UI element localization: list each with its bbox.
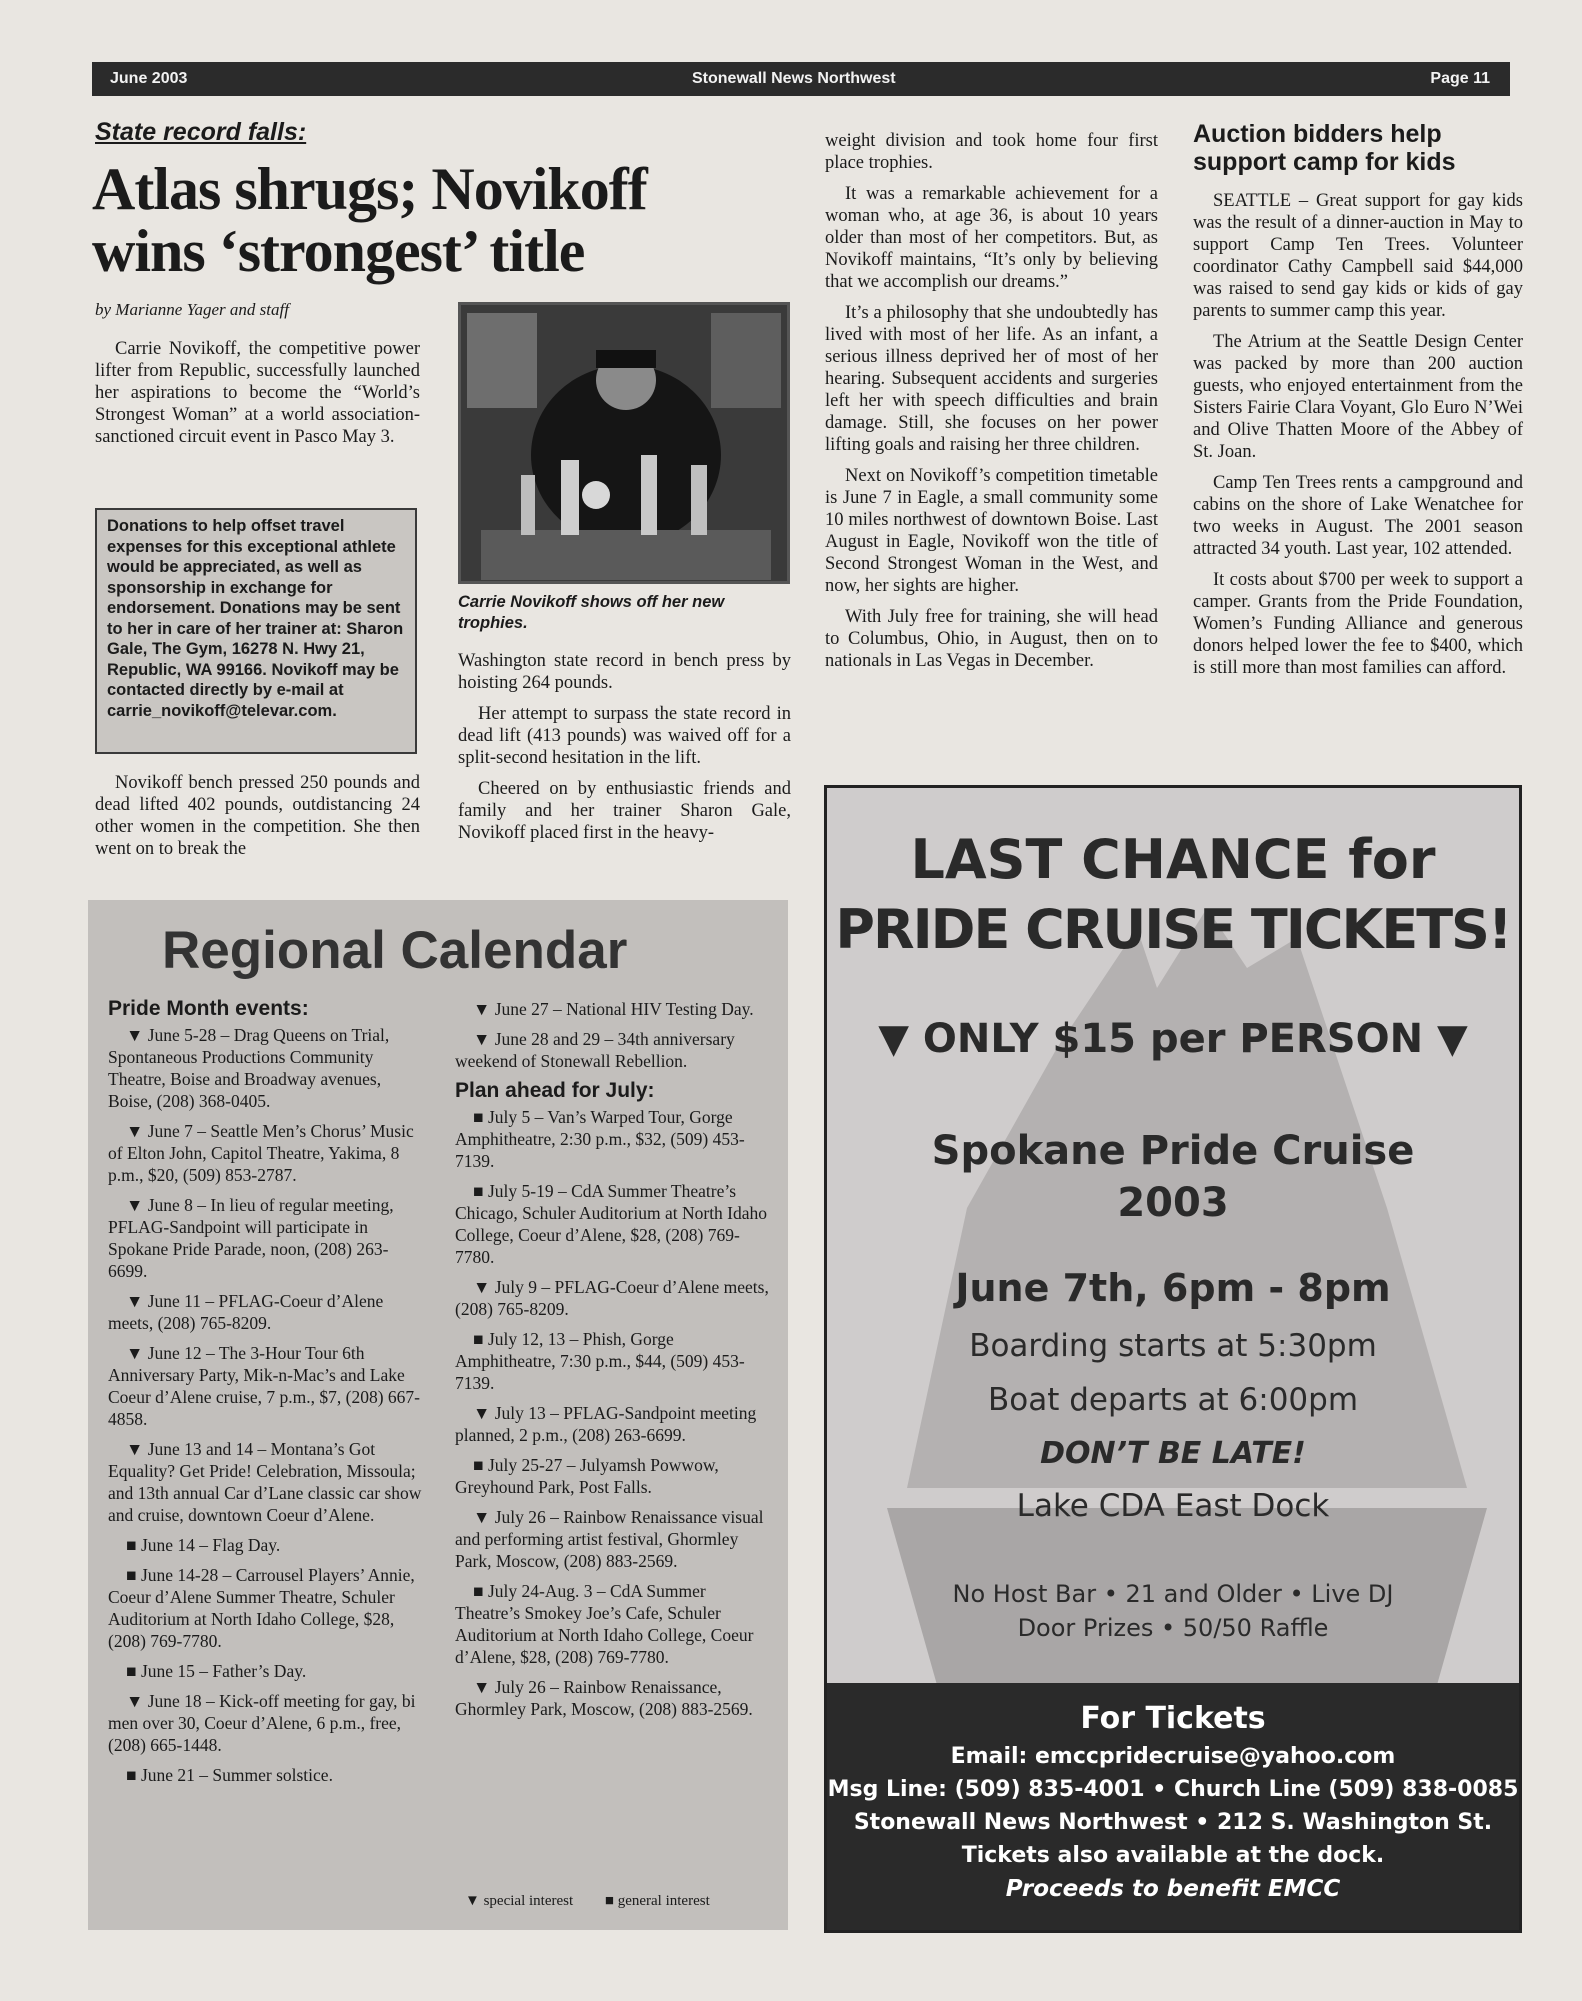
calendar-item: ▼ June 28 and 29 – 34th anniversary weekend of Stonewall Rebellion. xyxy=(455,1029,735,1071)
calendar-item: ■ June 21 – Summer solstice. xyxy=(126,1765,333,1785)
calendar-item: ■ July 24-Aug. 3 – CdA Summer Theatre’s Smokey Joe’s Cafe, Schuler Auditorium at North Idaho College, Coeur d’Alene, $28, (208) 769-7780. xyxy=(455,1581,754,1667)
tickets-email: Email: emccpridecruise@yahoo.com xyxy=(950,1744,1396,1769)
ad-line-1: LAST CHANCE for xyxy=(910,828,1436,891)
article-headline: Atlas shrugs; Novikoff wins ‘strongest’ title xyxy=(92,156,647,284)
calendar-item: ▼ June 7 – Seattle Men’s Chorus’ Music of Elton John, Capitol Theatre, Yakima, 8 p.m., $20, (509) 853-2787. xyxy=(108,1121,414,1185)
ad-date-time: June 7th, 6pm - 8pm xyxy=(955,1266,1391,1310)
paragraph: It was a remarkable achievement for a woman who, at age 36, is about 10 years older than most of her competitors. But, as Novikoff maintains, “It’s only by believing that we accomplish our dreams.” xyxy=(825,184,1158,292)
paragraph: Camp Ten Trees rents a campground and cabins on the shore of Lake Wenatchee for two weeks in August. The 2001 season attracted 34 youth. Last year, 102 attended. xyxy=(1193,473,1523,559)
ad-warning: DON’T BE LATE! xyxy=(1040,1436,1306,1471)
calendar-item: ■ July 5 – Van’s Warped Tour, Gorge Amphitheatre, 2:30 p.m., $32, (509) 453-7139. xyxy=(455,1107,745,1171)
paragraph: It’s a philosophy that she undoubtedly has lived with most of her life. As an infant, a serious illness deprived her of most of her hearing. Subsequent accidents and surgeries left her with speech difficulties and brain damage. Still, she focuses on her power lifting goals and raising her three children. xyxy=(825,303,1158,455)
calendar-item: ■ July 12, 13 – Phish, Gorge Amphitheatre, 7:30 p.m., $44, (509) 453-7139. xyxy=(455,1329,745,1393)
calendar-legend xyxy=(465,1893,710,1910)
july-heading: Plan ahead for July: xyxy=(455,1079,655,1102)
paragraph: It costs about $700 per week to support a camper. Grants from the Pride Foundation, Women’s Funding Alliance and generous donors helped lower the fee to $400, which is still more than most families can afford. xyxy=(1193,570,1523,678)
ad-body xyxy=(827,788,1519,1685)
ad-boarding: Boarding starts at 5:30pm xyxy=(969,1328,1377,1364)
calendar-item: ■ June 14 – Flag Day. xyxy=(126,1535,281,1555)
ad-event-name: Spokane Pride Cruise xyxy=(931,1128,1415,1174)
calendar-right-column xyxy=(455,998,770,1728)
article-byline: by Marianne Yager and staff xyxy=(95,300,289,319)
paragraph: Her attempt to surpass the state record in dead lift (413 pounds) was waived off for a split-second hesitation in the lift. xyxy=(458,704,791,768)
ad-line-2: PRIDE CRUISE TICKETS! xyxy=(835,898,1511,961)
ad-price: ▼ ONLY $15 per PERSON ▼ xyxy=(878,1016,1468,1062)
auction-headline: Auction bidders help support camp for kids xyxy=(1193,120,1456,176)
calendar-item: ▼ June 27 – National HIV Testing Day. xyxy=(473,999,754,1019)
calendar-item: ■ July 5-19 – CdA Summer Theatre’s Chicago, Schuler Auditorium at North Idaho College, Coeur d’Alene, $28, (208) 769-7780. xyxy=(455,1181,768,1267)
paragraph: SEATTLE – Great support for gay kids was the result of a dinner-auction in May to support Camp Ten Trees. Volunteer coordinator Cathy Campbell said $44,000 was raised to send gay kids or kids of gay parents to summer camp this year. xyxy=(1193,191,1523,321)
paragraph: Carrie Novikoff, the competitive power lifter from Republic, successfully launched her aspirations to become the “World’s Strongest Woman” at a world association-sanctioned circuit event in Pasco May 3. xyxy=(95,339,420,447)
calendar-item: ▼ June 11 – PFLAG-Coeur d’Alene meets, (208) 765-8209. xyxy=(108,1291,384,1333)
article-column-3 xyxy=(825,130,1158,681)
ad-event-year: 2003 xyxy=(1117,1180,1229,1226)
auction-article xyxy=(1193,190,1523,688)
tickets-benefit: Proceeds to benefit EMCC xyxy=(1005,1876,1341,1902)
calendar-item: ■ June 14-28 – Carrousel Players’ Annie, Coeur d’Alene Summer Theatre, Schuler Auditorium at North Idaho College, $28, (208) 769-7780. xyxy=(108,1565,415,1651)
legend-special: ▼ special interest xyxy=(465,1893,574,1909)
pride-heading: Pride Month events: xyxy=(108,997,309,1020)
ad-extras-2: Door Prizes • 50/50 Raffle xyxy=(1017,1614,1329,1642)
legend-general: ■ general interest xyxy=(604,1893,710,1909)
calendar-item: ▼ July 13 – PFLAG-Sandpoint meeting planned, 2 p.m., (208) 263-6699. xyxy=(455,1403,757,1445)
paragraph: weight division and took home four first place trophies. xyxy=(825,131,1158,173)
page-header xyxy=(92,62,1510,96)
photo-caption: Carrie Novikoff shows off her new trophies. xyxy=(458,593,725,632)
tickets-dock: Tickets also available at the dock. xyxy=(961,1843,1385,1868)
paragraph: Novikoff bench pressed 250 pounds and dead lifted 402 pounds, outdistancing 24 other women in the competition. She then went on to break the xyxy=(95,773,420,859)
ad-departs: Boat departs at 6:00pm xyxy=(987,1382,1359,1418)
tickets-heading: For Tickets xyxy=(1080,1701,1266,1736)
calendar-title: Regional Calendar xyxy=(162,921,628,980)
ad-extras-1: No Host Bar • 21 and Older • Live DJ xyxy=(952,1580,1394,1608)
article-kicker: State record falls: xyxy=(95,118,307,146)
paragraph: Cheered on by enthusiastic friends and family and her trainer Sharon Gale, Novikoff placed first in the heavy- xyxy=(458,779,791,843)
page-number: Page 11 xyxy=(1430,70,1490,87)
calendar-item: ▼ June 13 and 14 – Montana’s Got Equality? Get Pride! Celebration, Missoula; and 13th annual Car d’Lane classic car show and cruise, downtown Coeur d’Alene. xyxy=(108,1439,422,1525)
ad-location: Lake CDA East Dock xyxy=(1016,1488,1330,1524)
article-column-1 xyxy=(95,338,420,457)
calendar-item: ■ June 15 – Father’s Day. xyxy=(126,1661,307,1681)
issue-date: June 2003 xyxy=(110,70,188,87)
calendar-item: ■ July 25-27 – Julyamsh Powwow, Greyhound Park, Post Falls. xyxy=(455,1455,719,1497)
article-column-1b xyxy=(95,772,420,869)
paragraph: Washington state record in bench press by hoisting 264 pounds. xyxy=(458,651,791,693)
paragraph: The Atrium at the Seattle Design Center was packed by more than 200 auction guests, who enjoyed entertainment from the Sisters Fairie Clara Voyant, Glo Euro N’Wei and Olive Thatten Moore of the Abbey of St. Joan. xyxy=(1193,332,1523,462)
donation-box: Donations to help offset travel expenses for this exceptional athlete would be appreciated, as well as sponsorship in exchange for endorsement. Donations may be sent to her in care of her trainer at: Sharon Gale, The Gym, 16278 N. Hwy 21, Republic, WA 99166. Novikoff may be contacted directly by e-mail at carrie_novikoff@televar.com. xyxy=(95,508,417,754)
paragraph: Next on Novikoff’s competition timetable is June 7 in Eagle, a small community some 10 miles northwest of downtown Boise. Last August in Eagle, Novikoff won the title of Second Strongest Woman in the West, and now, her sights are higher. xyxy=(825,466,1158,596)
paragraph: With July free for training, she will head to Columbus, Ohio, in August, then on to nationals in Las Vegas in December. xyxy=(825,607,1158,671)
tickets-address: Stonewall News Northwest • 212 S. Washington St. xyxy=(853,1810,1493,1835)
ad-ticket-info xyxy=(827,1683,1519,1930)
tickets-phones: Msg Line: (509) 835-4001 • Church Line (509) 838-0085 xyxy=(827,1777,1519,1802)
calendar-item: ▼ July 9 – PFLAG-Coeur d’Alene meets, (208) 765-8209. xyxy=(455,1277,769,1319)
calendar-left-column xyxy=(108,998,423,1794)
calendar-item: ▼ June 8 – In lieu of regular meeting, PFLAG-Sandpoint will participate in Spokane Pride Parade, noon, (208) 263-6699. xyxy=(108,1195,394,1281)
cruise-advertisement xyxy=(824,785,1522,1933)
paper-name: Stonewall News Northwest xyxy=(692,70,896,87)
article-column-2 xyxy=(458,650,791,853)
calendar-item: ▼ July 26 – Rainbow Renaissance, Ghormley Park, Moscow, (208) 883-2569. xyxy=(455,1677,753,1719)
calendar-item: ▼ June 18 – Kick-off meeting for gay, bi men over 30, Coeur d’Alene, 6 p.m., free, (208) 665-1448. xyxy=(108,1691,416,1755)
trophy-photo-graphic xyxy=(461,305,787,581)
athlete-photo xyxy=(458,302,790,584)
calendar-item: ▼ June 5-28 – Drag Queens on Trial, Spontaneous Productions Community Theatre, Boise and Broadway avenues, Boise, (208) 368-0405. xyxy=(108,1025,390,1111)
calendar-item: ▼ June 12 – The 3-Hour Tour 6th Anniversary Party, Mik-n-Mac’s and Lake Coeur d’Alene cruise, 7 p.m., $7, (208) 667-4858. xyxy=(108,1343,421,1429)
calendar-item: ▼ July 26 – Rainbow Renaissance visual and performing artist festival, Ghormley Park, Moscow, (208) 883-2569. xyxy=(455,1507,764,1571)
